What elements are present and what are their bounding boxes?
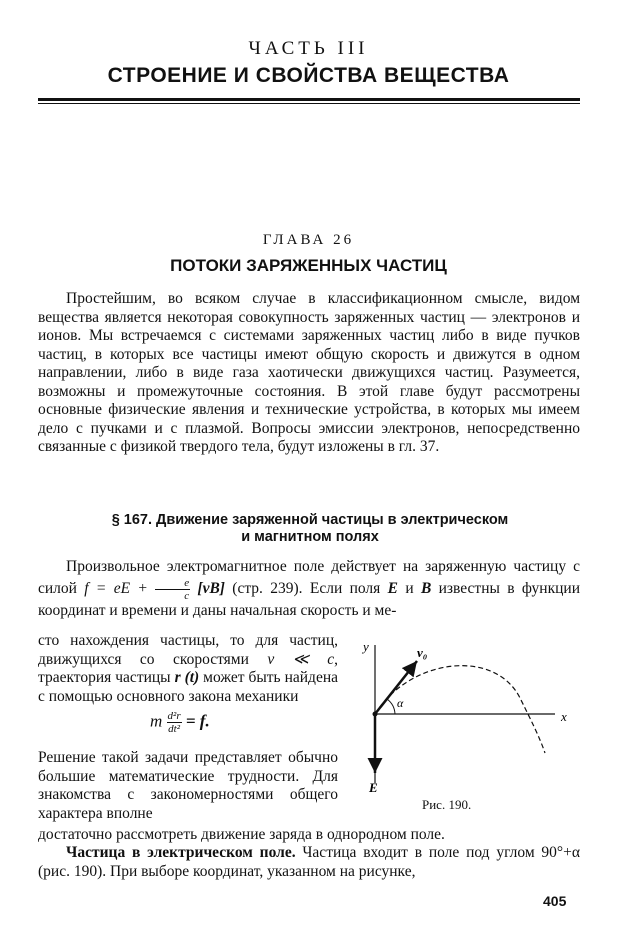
label-y: y — [363, 639, 369, 654]
formula-mass: m — [150, 711, 163, 731]
force-formula-lhs: f = eE + — [84, 579, 156, 597]
chapter-intro-paragraph: Простейшим, во всяком случае в классификационном смысле, видом вещества является некоторая совокупность заряженных частиц — электронов и ионов. Мы встречаемся с системами заряженных частиц либо в виде пучков частиц, в которых все частицы имеют общую скорость и движутся в одном направлении, либо в виде газа хаотически движущихся частиц. Разумеется, возможны и промежуточные состояния. В этой главе будут рассмотрены основные физические явления и технические устройства, в которых мы имеем дело с пучками и с плазмой. Вопросы эмиссии электронов, непосредственно связанные с физикой твердого тела, будут изложены в гл. 37. — [38, 290, 580, 455]
p2-text-c: может быть найдена с помощью основного закона механики — [38, 669, 338, 705]
p1-text-c: известны в функции координат и времени и даны начальная скорость и ме- — [38, 579, 581, 619]
paragraph-trajectory — [38, 632, 338, 706]
paragraph-force — [38, 558, 580, 620]
formula-rhs: = f. — [181, 711, 210, 731]
paragraph-electric-field — [38, 844, 580, 881]
p5-text: Частица входит в поле под углом 90°+α (рис. 190). При выборе координат, указанном на рисунке, — [38, 844, 580, 880]
section-title-line2: и магнитном полях — [241, 529, 379, 545]
paragraph-difficulty: Решение такой задачи представляет обычно большие математические трудности. Для знакомства с закономерностями общего характера вполне — [38, 749, 338, 822]
force-fraction-den: c — [184, 589, 190, 602]
formula-num: d²r — [167, 710, 181, 722]
v0-vector — [375, 661, 417, 714]
formula-den: dt² — [168, 723, 180, 735]
page-number: 405 — [543, 893, 567, 909]
p1-and: и — [397, 579, 421, 597]
force-formula-rhs: [vB] — [190, 579, 225, 597]
paragraph-uniform-field: достаточно рассмотреть движение заряда в однородном поле. — [38, 826, 445, 843]
newton-law-formula — [150, 710, 210, 735]
origin-point — [373, 712, 378, 717]
p1-text-b: (стр. 239). Если поля — [224, 579, 388, 597]
header-rule-thin — [38, 103, 580, 104]
trajectory-figure — [355, 633, 580, 798]
chapter-label: ГЛАВА 26 — [262, 232, 355, 248]
p2-text-a: сто нахождения частицы, то для частиц, движущихся со скоростями — [38, 632, 338, 668]
part-label: ЧАСТЬ III — [248, 38, 369, 59]
alpha-arc — [387, 699, 395, 714]
p2-text-b: , траектория частицы — [38, 650, 338, 686]
section-title — [80, 512, 540, 546]
label-x: x — [561, 709, 567, 724]
chapter-title: ПОТОКИ ЗАРЯЖЕННЫХ ЧАСТИЦ — [170, 256, 447, 275]
field-B-symbol: B — [420, 579, 432, 597]
label-E: E — [369, 780, 378, 795]
velocity-condition: v ≪ c — [267, 650, 335, 668]
field-E-symbol: E — [387, 579, 398, 597]
figure-caption: Рис. 190. — [422, 797, 472, 812]
force-fraction-num: e — [155, 577, 190, 590]
formula-fraction — [167, 710, 182, 735]
label-v0: v₀ — [417, 645, 428, 660]
part-title: СТРОЕНИЕ И СВОЙСТВА ВЕЩЕСТВА — [107, 64, 510, 87]
p1-text-a: Произвольное электромагнитное поле действует на заряженную частицу с силой — [38, 558, 580, 597]
subheading-electric-field: Частица в электрическом поле. — [66, 844, 296, 861]
trajectory-symbol: r (t) — [174, 669, 200, 686]
header-rule-thick — [38, 98, 580, 101]
section-title-line1: § 167. Движение заряженной частицы в электрическом — [111, 512, 509, 528]
label-alpha: α — [397, 696, 404, 710]
force-formula-fraction — [155, 577, 190, 602]
